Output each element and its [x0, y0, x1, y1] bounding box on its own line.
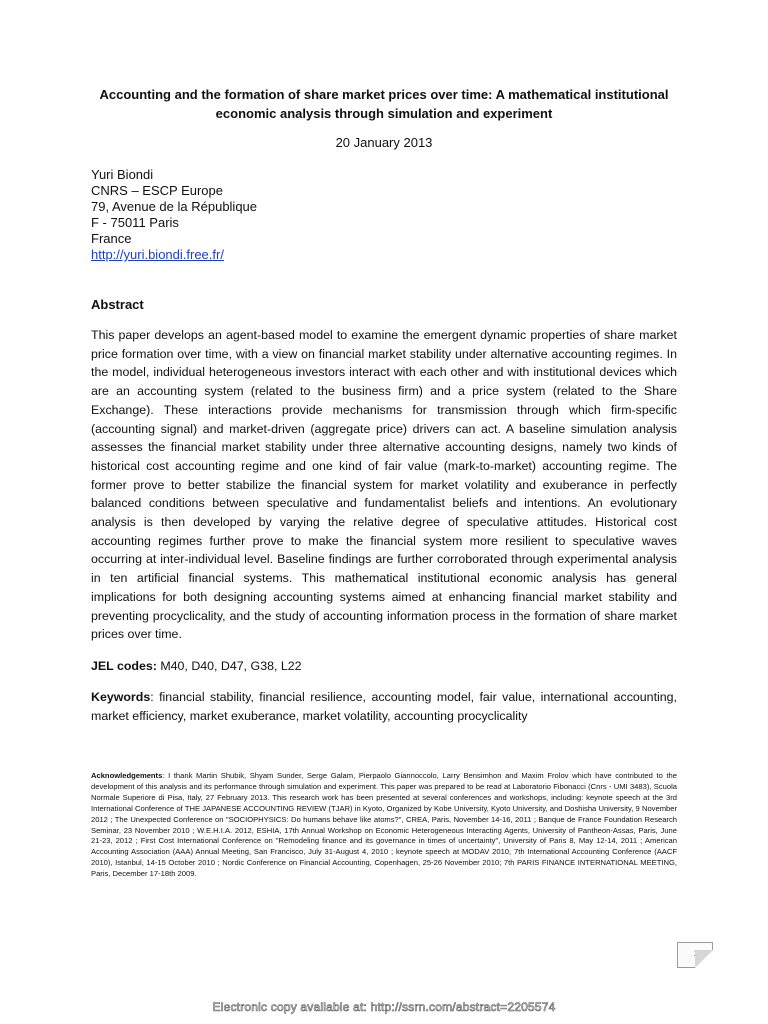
- author-address-line1: 79, Avenue de la République: [91, 199, 258, 214]
- abstract-heading: Abstract: [91, 297, 144, 312]
- acknowledgements-text: : I thank Martin Shubik, Shyam Sunder, Serge Galam, Pierpaolo Giannoccolo, Larry Bensimhon and Maxim Frolov which have contributed to the development of this analysis and its performance through simulation and experiment. This paper was prepared to be read at Laboratorio Fibonacci (Cnrs - UMI 3483), Scuola Normale Superiore di Pisa, Italy, 27 February 2013. This research work has been presented at several conferences and workshops, including: keynote speech at the 3rd International Conference of THE JAPANESE ACCOUNTING REVIEW (TJAR) in Kyoto, Organized by Kobe University, Kyoto University, and Doshisha University, 9 November 2012 ; The Unexpected Conference on "SOCIOPHYSICS: Do humans behave like atoms?", CREA, Paris, November 14-16, 2011 ; Banque de France Foundation Research Seminar, 23 November 2010 ; W.E.H.I.A. 2012, ESHIA, 17th Annual Workshop on Economic Heterogeneous Interacting Agents, University of Pantheon-Assas, Paris, June 21-23, 2012 ; First Cost International Conference on "Remodeling finance and its governance in times of uncertainty", University of Paris 8, May 12-14, 2011 ; American Accounting Association (AAA) Annual Meeting, San Francisco, July 31-August 4, 2010 ; keynote speech at MODAV 2010, 7th International Accounting Conference (AACF 2010), Istanbul, 14-15 October 2010 ; Nordic Conference on Financial Accounting, Copenhagen, 25-26 November 2010; 7th PARIS FINANCE INTERNATIONAL MEETING, Paris, December 17-18th 2009.: [91, 771, 677, 879]
- jel-codes: [91, 657, 677, 675]
- jel-value: M40, D40, D47, G38, L22: [156, 659, 302, 673]
- keywords: [91, 688, 677, 726]
- jel-label: JEL codes:: [91, 659, 157, 673]
- paper-date: 20 January 2013: [335, 135, 433, 150]
- page-number-box: [677, 942, 713, 968]
- author-name: Yuri Biondi: [91, 167, 154, 182]
- acknowledgements-label: Acknowledgements: [91, 771, 163, 780]
- author-country: France: [91, 231, 132, 246]
- abstract-body: This paper develops an agent-based model to examine the emergent dynamic properties of share market price formation over time, with a view on financial market stability under alternative accounting regimes. In the model, individual heterogeneous investors interact with each other and with institutional devices which are an accounting system (related to the business firm) and a price system (related to the Share Exchange). These interactions provide mechanisms for transmission through which firm-specific (accounting signal) and market-driven (aggregate price) drivers can act. A baseline simulation analysis assesses the financial market stability under three alternative accounting designs, namely two kinds of historical cost accounting regime and one kind of fair value (mark-to-market) accounting regime. The former prove to better stabilize the financial system for market volatility and exuberance in perfectly balanced conditions between speculative and fundamentalist beliefs and intentions. An evolutionary analysis is then developed by varying the relative degree of speculative attitudes. Historical cost accounting regimes further prove to make the financial system more resilient to speculative waves occurring at inter-individual level. Baseline findings are further corroborated through experimental analysis in ten artificial financial systems. This mathematical institutional economic analysis has general implications for both designing accounting systems aimed at enhancing financial market stability and preventing procyclicality, and the study of accounting information process in the formation of share market prices over time.: [91, 328, 677, 642]
- author-affiliation: CNRS – ESCP Europe: [91, 183, 223, 198]
- keywords-value: : financial stability, financial resilience, accounting model, fair value, international accounting, market efficiency, market exuberance, market volatility, accounting procyclicality: [91, 690, 677, 723]
- page-number: 1: [693, 949, 699, 958]
- author-block: [91, 167, 491, 263]
- author-address-line2: F - 75011 Paris: [91, 215, 179, 230]
- page-fold-icon: [695, 950, 713, 968]
- acknowledgements: [91, 771, 677, 880]
- author-homepage-link[interactable]: http://yuri.biondi.free.fr/: [91, 247, 224, 262]
- paper-title: Accounting and the formation of share market prices over time: A mathematical institutional economic analysis through simulation and experiment: [99, 87, 669, 121]
- ssrn-footer: Electronic copy available at: http://ssrn.com/abstract=2205574: [212, 1000, 556, 1014]
- keywords-label: Keywords: [91, 690, 151, 704]
